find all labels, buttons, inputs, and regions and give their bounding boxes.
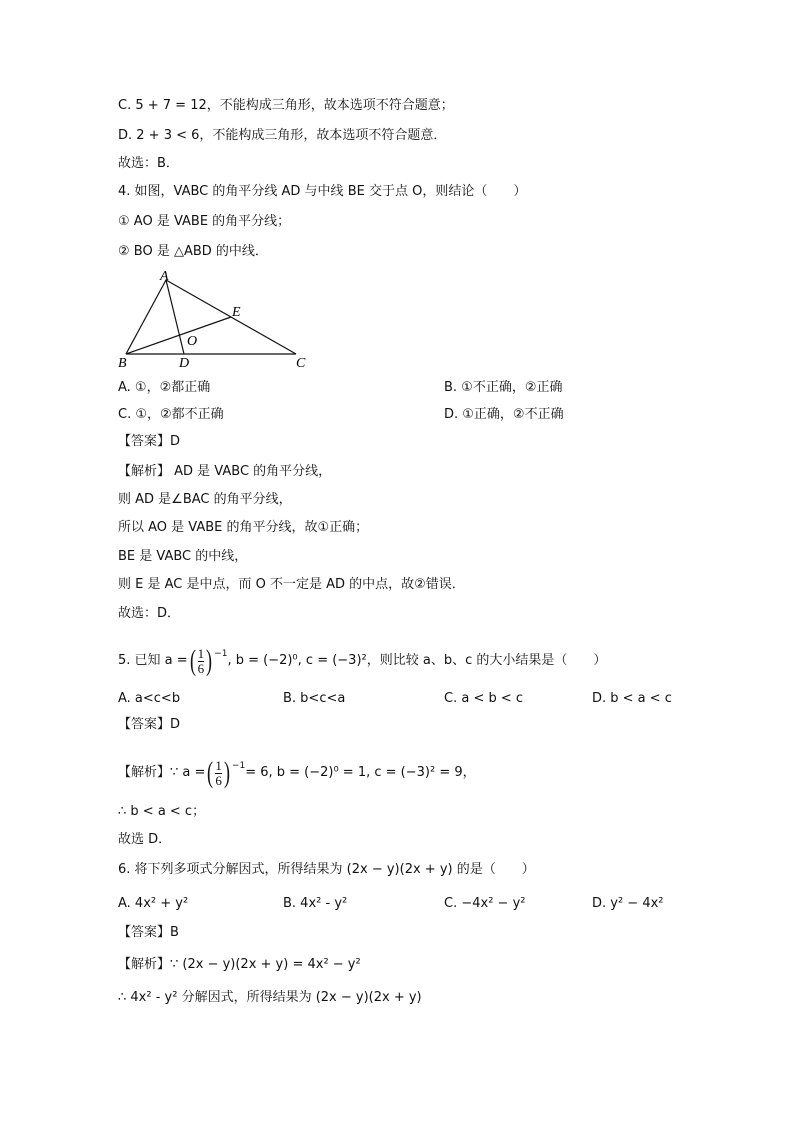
q6-answer: 【答案】B: [118, 925, 179, 940]
segment-ab: [126, 280, 166, 354]
q5-option-d: D. b < a < c: [592, 691, 672, 706]
q6-option-b: B. 4x² - y²: [283, 896, 348, 911]
q4-explain-3: 所以 AO 是 VABE 的角平分线，故①正确；: [118, 520, 369, 535]
q4-explain-2: 则 AD 是∠BAC 的角平分线，: [118, 492, 292, 507]
label-e: E: [232, 305, 241, 320]
q4-option-d: D. ①正确，②不正确: [444, 407, 564, 422]
q5-select: 故选 D．: [118, 832, 172, 847]
q6-option-a: A. 4x² + y²: [118, 896, 189, 911]
select-answer-b: 故选：B．: [118, 156, 179, 171]
q4-option-c: C. ①，②都不正确: [118, 407, 224, 422]
q4-conclusion-1: ① AO 是 VABE 的角平分线；: [118, 214, 291, 229]
q6-option-c: C. −4x² − y²: [444, 896, 526, 911]
q4-select: 故选：D．: [118, 606, 181, 621]
q4-option-b: B. ①不正确，②正确: [444, 380, 563, 395]
q4-answer: 【答案】D: [118, 434, 181, 449]
exponent: −1: [214, 649, 228, 659]
q6-explain-1: 【解析】∵ (2x − y)(2x + y) = 4x² − y²: [118, 957, 361, 972]
q4-stem: 4. 如图，VABC 的角平分线 AD 与中线 BE 交于点 O，则结论（ ）: [118, 184, 527, 199]
q5-explain-2: ∴ b < a < c；: [118, 804, 206, 819]
segment-be: [126, 317, 231, 354]
q5-stem: 5. 已知 a = ( $\frac{1}{6}$ ) $^{-1}$ , b = (−2)⁰, c = (−3)²，则比较 a、b、c 的大小结果是（ ）: [118, 644, 607, 677]
label-a: A: [160, 269, 169, 284]
segment-ad: [166, 280, 184, 354]
q5-explain-1: 【解析】∵ a = ( $\frac{1}{6}$ ) $^{-1}$ = 6, b = (−2)⁰ = 1, c = (−3)² = 9，: [118, 756, 476, 789]
q5-option-a: A. a<c<b: [118, 691, 181, 706]
q5-answer: 【答案】D: [118, 717, 181, 732]
label-o: O: [187, 334, 198, 349]
q4-explain-5: 则 E 是 AC 是中点，而 O 不一定是 AD 的中点，故②错误．: [118, 577, 465, 592]
q4-option-a: A. ①，②都正确: [118, 380, 211, 395]
q6-option-d: D. y² − 4x²: [592, 896, 664, 911]
q4-conclusion-2: ② BO 是 △ABD 的中线．: [118, 244, 268, 259]
q6-explain-2: ∴ 4x² - y² 分解因式，所得结果为 (2x − y)(2x + y): [118, 990, 422, 1005]
q5-stem-end: , b = (−2)⁰, c = (−3)²，则比较 a、b、c 的大小结果是（ ）: [227, 653, 607, 668]
q5-option-c: C. a < b < c: [444, 691, 524, 706]
q6-stem: 6. 将下列多项式分解因式，所得结果为 (2x − y)(2x + y) 的是（ ）: [118, 862, 535, 877]
q4-explain-1: 【解析】 AD 是 VABC 的角平分线，: [118, 464, 332, 479]
label-d: D: [179, 356, 190, 371]
q5-option-b: B. b<c<a: [283, 691, 346, 706]
label-b: B: [118, 356, 127, 371]
solution-line-d: D. 2 + 3 < 6，不能构成三角形，故本选项不符合题意．: [118, 128, 447, 143]
label-c: C: [296, 356, 306, 371]
triangle-figure: [110, 268, 320, 373]
q5-stem-start: 5. 已知 a =: [118, 653, 188, 668]
q4-explain-4: BE 是 VABC 的中线，: [118, 549, 248, 564]
solution-line-c: C. 5 + 7 = 12，不能构成三角形，故本选项不符合题意；: [118, 98, 454, 113]
fraction: $\frac{1}{6}$: [197, 645, 205, 676]
